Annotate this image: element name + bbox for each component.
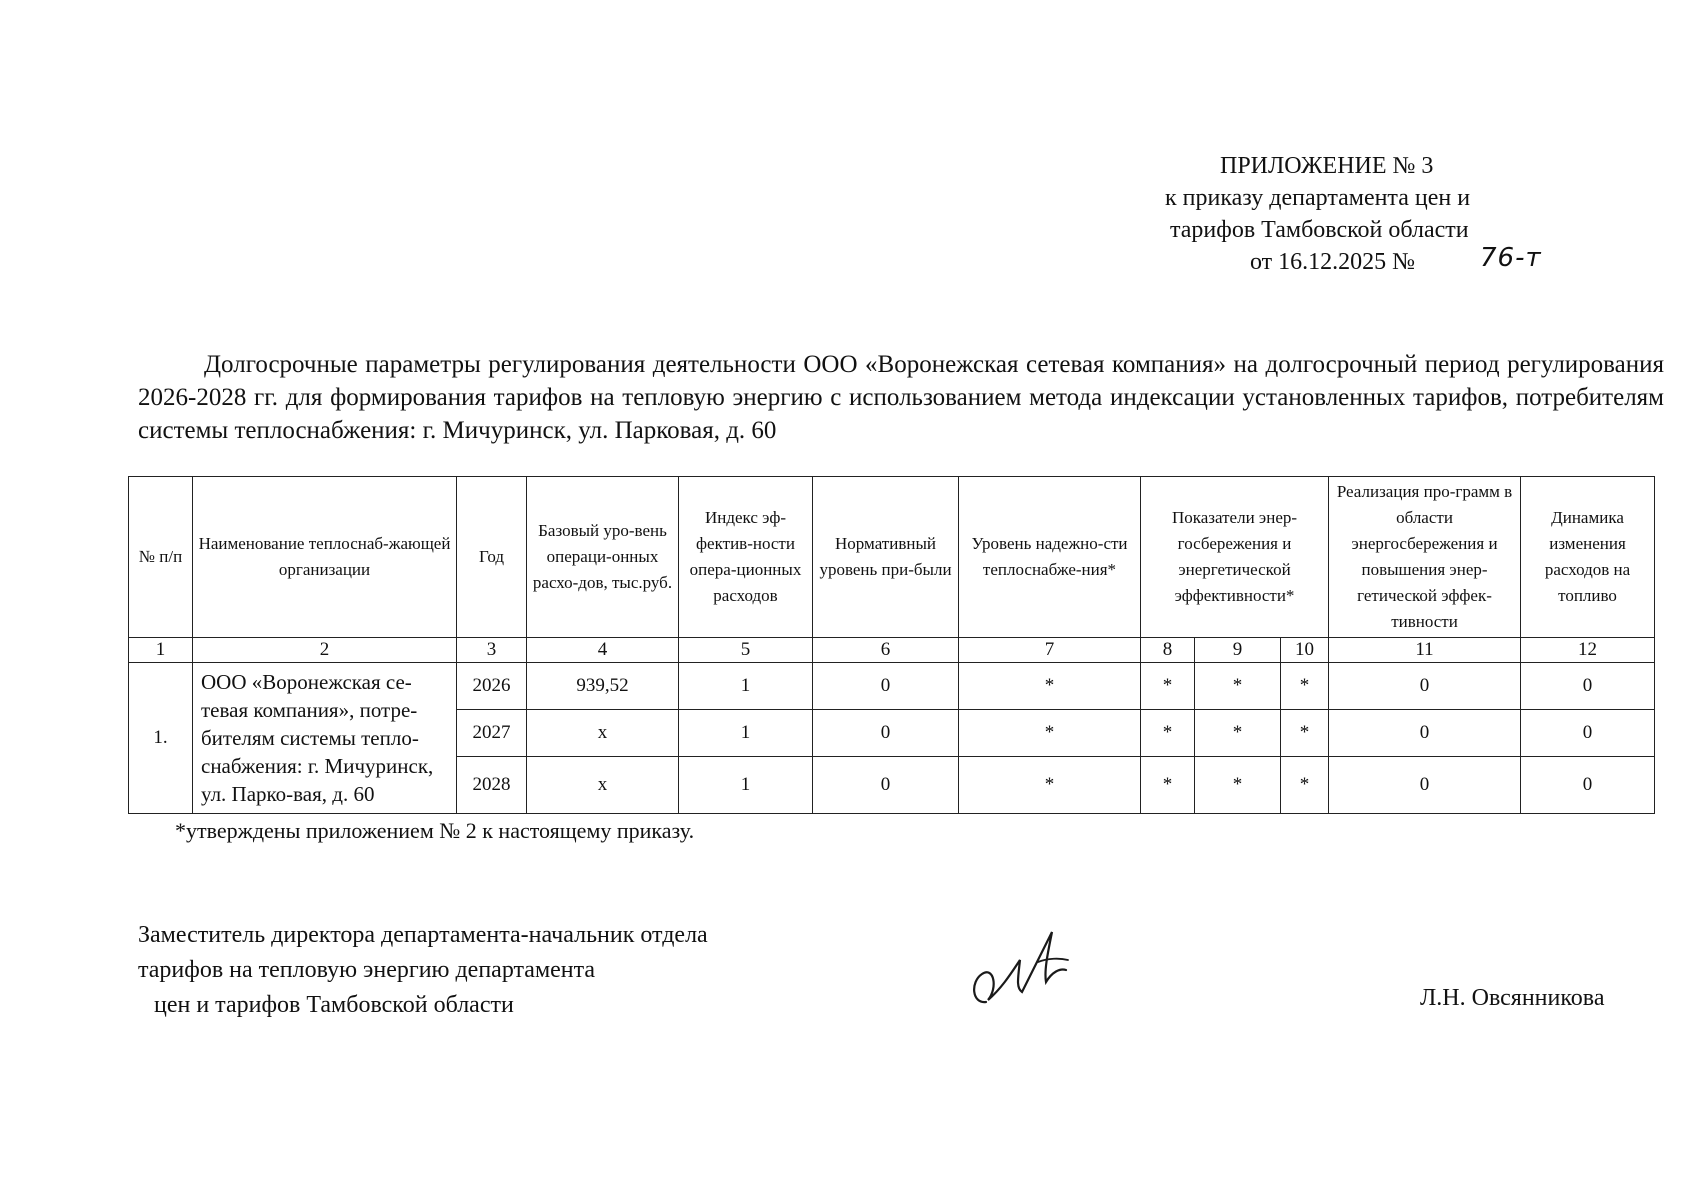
cell-programs: 0: [1329, 663, 1521, 710]
cell-energy-8: *: [1141, 663, 1195, 710]
organization-name: ООО «Воронежская се-тевая компания», потре-бителям системы тепло-снабжения: г. Мичуринск, ул. Парко-вая, д. 60: [193, 663, 457, 814]
header-num: № п/п: [129, 477, 193, 638]
cell-energy-9: *: [1195, 663, 1281, 710]
handwritten-signature: [968, 922, 1088, 1012]
column-number: 12: [1521, 638, 1655, 663]
header-fuel: Динамика изменения расходов на топливо: [1521, 477, 1655, 638]
table-header-row: [129, 477, 1655, 638]
document-title: [138, 348, 1664, 447]
column-number: 9: [1195, 638, 1281, 663]
header-energy: Показатели энер-госбережения и энергетической эффективности*: [1141, 477, 1329, 638]
column-number: 6: [813, 638, 959, 663]
cell-reliability: *: [959, 710, 1141, 757]
column-number: 5: [679, 638, 813, 663]
cell-base: 939,52: [527, 663, 679, 710]
header-base: Базовый уро-вень операци-онных расхо-дов, тыс.руб.: [527, 477, 679, 638]
cell-base: х: [527, 710, 679, 757]
cell-fuel: 0: [1521, 757, 1655, 814]
column-number: 10: [1281, 638, 1329, 663]
cell-reliability: *: [959, 663, 1141, 710]
cell-index: 1: [679, 757, 813, 814]
cell-energy-8: *: [1141, 757, 1195, 814]
cell-index: 1: [679, 663, 813, 710]
footnote: *утверждены приложением № 2 к настоящему приказу.: [175, 818, 695, 843]
header-index: Индекс эф-фектив-ности опера-ционных расходов: [679, 477, 813, 638]
signer-position-line1: Заместитель директора департамента-начальник отдела: [138, 922, 708, 948]
cell-base: х: [527, 757, 679, 814]
cell-index: 1: [679, 710, 813, 757]
signer-name: Л.Н. Овсянникова: [1420, 985, 1605, 1011]
cell-year: 2028: [457, 757, 527, 814]
cell-reliability: *: [959, 757, 1141, 814]
column-number: 2: [193, 638, 457, 663]
column-number: 1: [129, 638, 193, 663]
column-number: 3: [457, 638, 527, 663]
appendix-line-department: тарифов Тамбовской области: [1170, 217, 1469, 243]
cell-profit: 0: [813, 710, 959, 757]
column-numbers-row: [129, 638, 1655, 663]
cell-energy-9: *: [1195, 757, 1281, 814]
cell-energy-10: *: [1281, 757, 1329, 814]
header-reliability: Уровень надежно-сти теплоснабже-ния*: [959, 477, 1141, 638]
row-number: 1.: [129, 663, 193, 814]
header-year: Год: [457, 477, 527, 638]
cell-energy-9: *: [1195, 710, 1281, 757]
column-number: 4: [527, 638, 679, 663]
appendix-line-order: к приказу департамента цен и: [1165, 185, 1471, 211]
cell-fuel: 0: [1521, 663, 1655, 710]
header-programs: Реализация про-грамм в области энергосбережения и повышения энер-гетической эффек-тивности: [1329, 477, 1521, 638]
signature-block: [138, 918, 708, 1023]
appendix-title: ПРИЛОЖЕНИЕ № 3: [1220, 153, 1434, 179]
header-org: Наименование теплоснаб-жающей организации: [193, 477, 457, 638]
document-title-text: Долгосрочные параметры регулирования деятельности ООО «Воронежская сетевая компания» на долгосрочный период регулирования 2026-2028 гг. для формирования тарифов на тепловую энергию с использованием метода индексации установленных тарифов, потребителям системы теплоснабжения: г. Мичуринск, ул. Парковая, д. 60: [138, 351, 1664, 444]
column-number: 8: [1141, 638, 1195, 663]
cell-energy-8: *: [1141, 710, 1195, 757]
cell-profit: 0: [813, 757, 959, 814]
cell-programs: 0: [1329, 757, 1521, 814]
column-number: 11: [1329, 638, 1521, 663]
table-row: [129, 663, 1655, 710]
handwritten-order-number: 76-т: [1480, 243, 1542, 273]
appendix-line-date: от 16.12.2025 №: [1250, 249, 1416, 275]
cell-year: 2026: [457, 663, 527, 710]
column-number: 7: [959, 638, 1141, 663]
cell-year: 2027: [457, 710, 527, 757]
cell-energy-10: *: [1281, 663, 1329, 710]
signer-position-line2: тарифов на тепловую энергию департамента: [138, 957, 596, 983]
cell-programs: 0: [1329, 710, 1521, 757]
header-profit: Нормативный уровень при-были: [813, 477, 959, 638]
cell-energy-10: *: [1281, 710, 1329, 757]
signer-position-line3: цен и тарифов Тамбовской области: [154, 992, 514, 1018]
parameters-table: [128, 476, 1655, 814]
cell-profit: 0: [813, 663, 959, 710]
cell-fuel: 0: [1521, 710, 1655, 757]
